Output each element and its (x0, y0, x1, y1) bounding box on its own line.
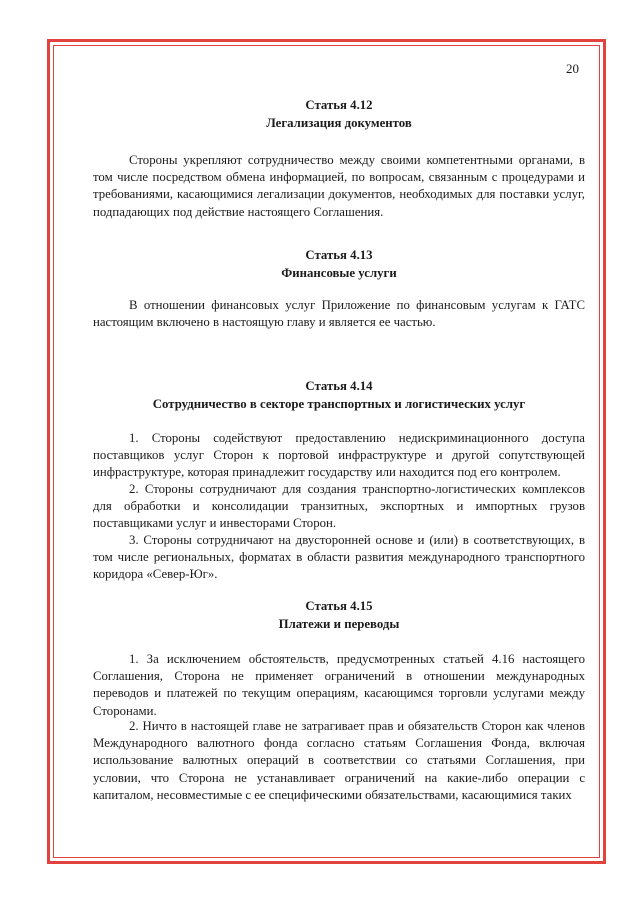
article-4-13-number: Статья 4.13 (305, 248, 373, 262)
article-4-12-paragraph: Стороны укрепляют сотрудничество между своими компетентными органами, в том числе посредством обмена информацией, по вопросам, связанным с процедурами и требованиями, касающимися легализации документов, необходимых для поставки услуг, подпадающих под действие настоящего Соглашения. (93, 153, 585, 219)
article-4-14-paragraph-3: 3. Стороны сотрудничают на двусторонней основе и (или) в соответствующих, в том числе региональных, форматах в области развития международного транспортного коридора «Север-Юг». (93, 533, 585, 582)
article-4-13-title: Финансовые услуги (281, 266, 397, 280)
article-4-15-paragraph-2: 2. Ничто в настоящей главе не затрагивает прав и обязательств Сторон как членов Международного валютного фонда согласно статьям Соглашения Фонда, включая использование валютных операций в соответствии со статьями Соглашения, при условии, что Сторона не устанавливает ограничений на какие-либо операции с капиталом, несовместимые с ее специфическими обязательствами, касающимися таких (93, 719, 585, 802)
article-4-14-title: Сотрудничество в секторе транспортных и логистических услуг (152, 397, 526, 411)
article-4-14-number: Статья 4.14 (305, 379, 373, 393)
article-4-12-title: Легализация документов (266, 116, 412, 130)
article-4-12-number: Статья 4.12 (305, 98, 373, 112)
article-4-15-number: Статья 4.15 (305, 599, 373, 613)
article-4-13-paragraph: В отношении финансовых услуг Приложение по финансовым услугам к ГАТС настоящим включено в настоящую главу и является ее частью. (93, 298, 585, 330)
article-4-14-paragraph-2: 2. Стороны сотрудничают для создания транспортно-логистических комплексов для обработки и консолидации транзитных, экспортных и импортных грузов поставщиками услуг и инвесторами Сторон. (93, 482, 585, 531)
article-4-15-title: Платежи и переводы (278, 617, 400, 631)
article-4-14-paragraph-1: 1. Стороны содействуют предоставлению недискриминационного доступа поставщиков услуг Сторон к портовой инфраструктуре и другой сопутствующей инфраструктуре, которая принадлежит государству или находится под его контролем. (93, 431, 585, 480)
article-4-15-paragraph-1: 1. За исключением обстоятельств, предусмотренных статьей 4.16 настоящего Соглашения, Сторона не применяет ограничений в отношении международных переводов и платежей по текущим операциям, касающимся торговли услугами между Сторонами. (93, 652, 585, 718)
page-number: 20 (566, 61, 579, 76)
